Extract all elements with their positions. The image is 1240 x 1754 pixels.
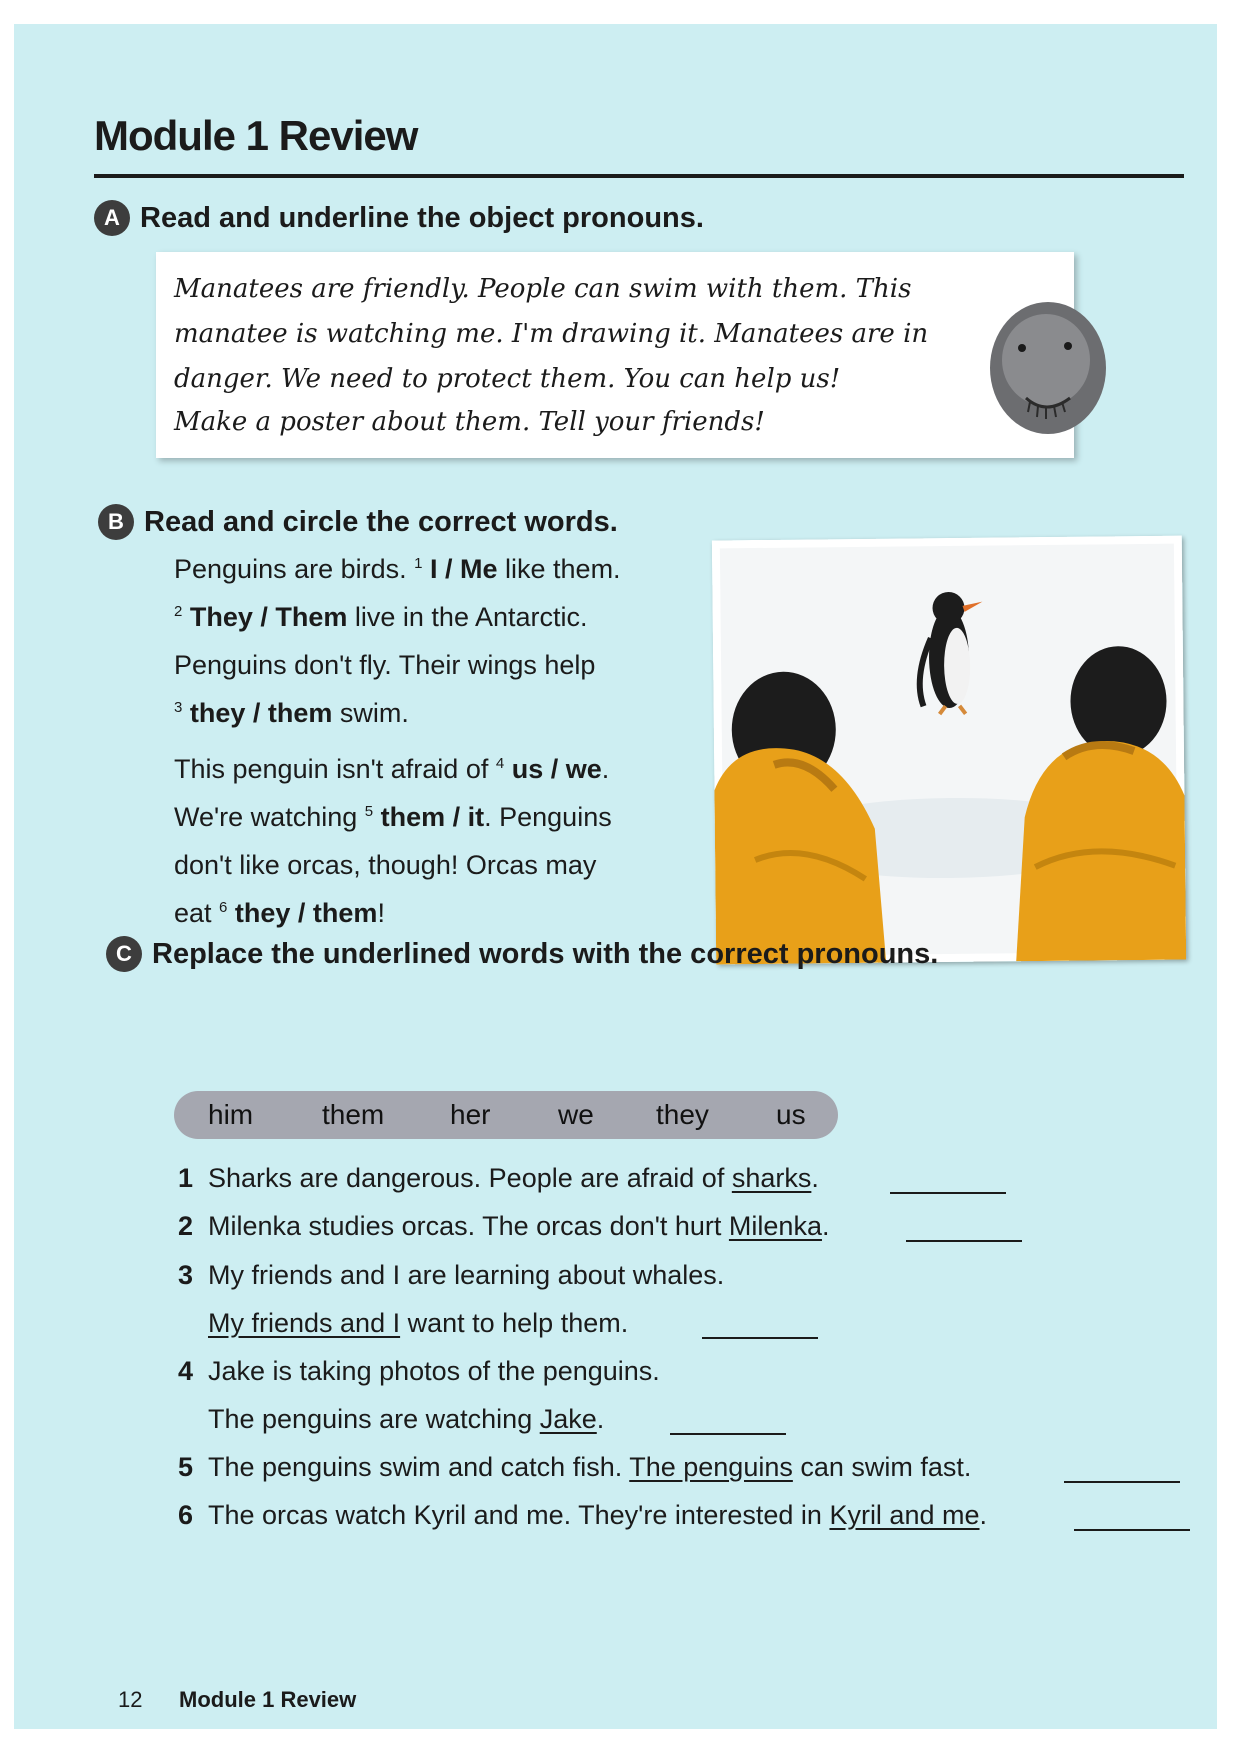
word-bank-word: us [776, 1099, 806, 1130]
worksheet-page [14, 24, 1217, 1729]
section-a-text-box [156, 252, 1074, 458]
answer-blank-2[interactable] [906, 1240, 1022, 1242]
item-sentence: The orcas watch Kyril and me. They're interested in Kyril and me. [208, 1500, 988, 1530]
item-sentence: The penguins swim and catch fish. The penguins can swim fast. [208, 1452, 972, 1482]
section-a-line: danger. We need to protect them. You can help us! [174, 364, 841, 394]
section-b-badge: B [98, 504, 134, 540]
penguin-photo [712, 536, 1186, 965]
item-sentence: Jake is taking photos of the penguins. [208, 1356, 660, 1386]
word-bank-word: them [322, 1099, 385, 1130]
section-c-instruction: Replace the underlined words with the correct pronouns. [152, 938, 939, 970]
answer-blank-6[interactable] [1074, 1529, 1190, 1531]
manatee-illustration [986, 298, 1106, 438]
section-a-line: manatee is watching me. I'm drawing it. Manatees are in [174, 319, 929, 349]
section-b-line: eat $^6$ they / them! [174, 898, 385, 928]
section-a-badge: A [94, 200, 130, 236]
section-b-line: Penguins are birds. $^1$ I / Me like them. [174, 554, 621, 584]
item-number: 3 [178, 1260, 194, 1290]
answer-blank-1[interactable] [890, 1192, 1006, 1194]
answer-blank-4[interactable] [670, 1433, 786, 1435]
section-a-line: Make a poster about them. Tell your friends! [174, 407, 765, 437]
footer-title: Module 1 Review [179, 1687, 357, 1712]
page-title: Module 1 Review [94, 112, 418, 159]
word-bank-word: her [450, 1099, 491, 1130]
section-b-line: Penguins don't fly. Their wings help [174, 650, 596, 680]
section-b-line: This penguin isn't afraid of $^4$ us / we. [174, 754, 610, 784]
title-rule [94, 174, 1184, 178]
item-number: 4 [178, 1356, 194, 1386]
section-a-line: Manatees are friendly. People can swim with them. This [174, 274, 912, 304]
word-bank [174, 1091, 838, 1139]
section-b-line: $^3$ they / them swim. [174, 698, 409, 728]
answer-blank-5[interactable] [1064, 1481, 1180, 1483]
item-number: 1 [178, 1163, 194, 1193]
word-bank-word: they [656, 1099, 709, 1130]
item-number: 5 [178, 1452, 194, 1482]
section-b-line: $^2$ They / Them live in the Antarctic. [174, 602, 588, 632]
item-sentence: My friends and I want to help them. [208, 1308, 629, 1338]
section-b-line: don't like orcas, though! Orcas may [174, 850, 597, 880]
item-number: 2 [178, 1211, 194, 1241]
section-b-line: We're watching $^5$ them / it. Penguins [174, 802, 612, 832]
item-number: 6 [178, 1500, 194, 1530]
answer-blank-3[interactable] [702, 1337, 818, 1339]
page-number: 12 [118, 1687, 143, 1712]
word-bank-word: him [208, 1099, 254, 1130]
section-a-instruction: Read and underline the object pronouns. [140, 202, 704, 234]
item-sentence: Sharks are dangerous. People are afraid of sharks. [208, 1163, 819, 1193]
section-b-instruction: Read and circle the correct words. [144, 506, 618, 538]
item-sentence: Milenka studies orcas. The orcas don't hurt Milenka. [208, 1211, 830, 1241]
section-c-badge: C [106, 936, 142, 972]
item-sentence: My friends and I are learning about whales. [208, 1260, 725, 1290]
word-bank-word: we [558, 1099, 594, 1130]
item-sentence: The penguins are watching Jake. [208, 1404, 605, 1434]
